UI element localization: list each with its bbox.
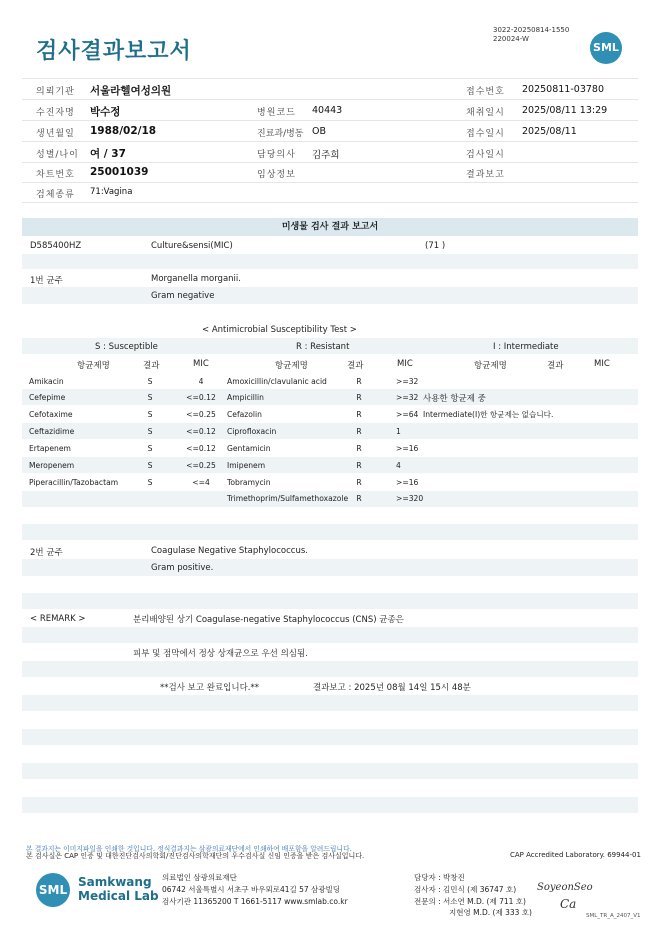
org-address: 06742 서울특별시 서초구 바우뫼로41길 57 삼광빌딩: [162, 885, 341, 894]
s-result: S: [147, 427, 153, 436]
r-mic: >=320: [396, 494, 424, 503]
r-result: R: [356, 427, 362, 436]
brand-line-1: Samkwang: [78, 875, 152, 889]
test-name: Culture&sensi(MIC): [151, 241, 233, 251]
staff-tester: 검사자 : 김민식 (제 36747 호): [414, 885, 517, 894]
s-drug: Piperacillin/Tazobactam: [29, 478, 119, 487]
s-drug: Meropenem: [29, 461, 75, 470]
strain1-label: 1번 균주: [30, 276, 63, 286]
r-mic: 4: [396, 461, 401, 470]
s-result: S: [147, 444, 153, 453]
specimen-label: 검체종류: [36, 190, 75, 200]
s-mic: <=0.25: [186, 410, 216, 419]
hospital-code-value: 40443: [312, 105, 343, 116]
sml-logo-mark-text: SML: [38, 883, 68, 897]
sex-age-label: 성별/나이: [36, 150, 79, 160]
sml-logo-text: SML: [593, 41, 619, 54]
doctor-label: 담당의사: [257, 150, 296, 160]
resistant-header: R : Resistant: [296, 342, 350, 352]
report-complete: **검사 보고 완료입니다.**: [160, 683, 260, 693]
s-drug: Ceftazidime: [29, 427, 75, 436]
band: [22, 423, 638, 439]
r-mic: >=16: [396, 478, 419, 487]
i-col-result: 결과: [547, 361, 564, 371]
intermediate-header: I : Intermediate: [493, 342, 559, 352]
specimen-value: 71:Vagina: [90, 187, 133, 197]
r-drug: Cefazolin: [227, 410, 262, 419]
doctor-value: 김주희: [312, 150, 340, 161]
sml-logo-mark: [36, 873, 70, 907]
r-drug: Tobramycin: [227, 478, 271, 487]
r-drug: Ciprofloxacin: [227, 427, 277, 436]
r-result: R: [356, 478, 362, 487]
r-col-drug: 항균제명: [275, 361, 308, 371]
r-result: R: [356, 461, 362, 470]
document-id-line1: 3022-20250814-1550: [493, 26, 570, 34]
band: [22, 763, 638, 779]
s-drug: Ertapenem: [29, 444, 71, 453]
sml-logo: [590, 32, 622, 64]
remark-line-1: 분리배양된 상기 Coagulase-negative Staphylococcus (CNS) 균종은: [133, 615, 404, 625]
intermediate-note-2: Intermediate(I)한 항균제는 없습니다.: [423, 410, 554, 419]
r-result: R: [356, 410, 362, 419]
report-title: 검사결과보고서: [36, 39, 192, 64]
band: [22, 593, 638, 609]
remark-line-2: 피부 및 점막에서 정상 상재균으로 우선 의심됨.: [133, 649, 308, 659]
strain1-name: Morganella morganii.: [151, 274, 241, 284]
reception-no-value: 20250811-03780: [522, 84, 605, 95]
strain1-gram: Gram negative: [151, 291, 215, 301]
strain2-gram: Gram positive.: [151, 563, 214, 573]
s-result: S: [147, 461, 153, 470]
r-result: R: [356, 393, 362, 402]
s-mic: 4: [198, 377, 204, 386]
band: [22, 389, 638, 405]
s-drug: Cefepime: [29, 393, 66, 402]
strain2-label: 2번 균주: [30, 548, 63, 558]
band: [22, 627, 638, 643]
staff-manager: 담당자 : 박창진: [414, 873, 465, 882]
r-drug: Amoxicillin/clavulanic acid: [227, 377, 327, 386]
s-result: S: [147, 393, 153, 402]
r-mic: >=16: [396, 444, 419, 453]
institution-value: 서울라헬여성의원: [90, 85, 172, 97]
r-col-mic: MIC: [397, 359, 413, 369]
band: [22, 524, 638, 540]
sex-age-value: 여 / 37: [90, 148, 126, 160]
strain2-name: Coagulase Negative Staphylococcus.: [151, 546, 308, 556]
ast-title: < Antimicrobial Susceptibility Test >: [202, 325, 357, 335]
patient-value: 박수정: [90, 106, 121, 118]
r-col-result: 결과: [347, 361, 364, 371]
r-mic: >=32: [396, 393, 419, 402]
dob-label: 생년월일: [36, 129, 75, 139]
staff-specialist-1: 전문의 : 서소연 M.D. (제 711 호): [414, 897, 526, 906]
document-id-line2: 220024-W: [493, 35, 529, 43]
intermediate-note-1: 사용한 항균제 중: [423, 394, 486, 404]
band: [22, 457, 638, 473]
s-col-result: 결과: [143, 361, 160, 371]
form-code: SML_TR_A_2407_V1: [586, 913, 641, 919]
divider: [22, 120, 638, 121]
s-mic: <=0.12: [186, 427, 216, 436]
s-mic: <=0.12: [186, 393, 216, 402]
band: [22, 797, 638, 813]
band: [22, 287, 638, 304]
document-id: [493, 26, 569, 44]
r-result: R: [356, 444, 362, 453]
s-mic: <=4: [192, 478, 210, 487]
dept-label: 진료과/병동: [257, 129, 304, 139]
test-code: D585400HZ: [30, 241, 82, 251]
r-mic: >=64: [396, 410, 419, 419]
dob-value: 1988/02/18: [90, 125, 157, 137]
collection-date-label: 채취일시: [466, 108, 505, 118]
report-date-label: 결과보고: [466, 170, 505, 180]
signature-2: Ca: [560, 897, 577, 911]
s-result: S: [147, 410, 153, 419]
s-col-drug: 항균제명: [77, 361, 110, 371]
i-col-drug: 항균제명: [474, 361, 507, 371]
s-mic: <=0.25: [186, 461, 216, 470]
dept-value: OB: [312, 126, 326, 137]
s-mic: <=0.12: [186, 444, 216, 453]
band: [22, 729, 638, 745]
exam-date-label: 검사일시: [466, 150, 505, 160]
r-mic: 1: [396, 427, 401, 436]
r-drug: Imipenem: [227, 461, 266, 470]
band: [22, 254, 638, 269]
divider: [22, 162, 638, 163]
signature-1: SoyeonSeo: [537, 882, 593, 893]
org-contact: 검사기관 11365200 T 1661-5117 www.smlab.co.kr: [162, 897, 348, 906]
r-drug: Trimethoprim/Sulfamethoxazole: [227, 494, 349, 503]
divider: [22, 99, 638, 100]
org-name: 의료법인 삼광의료재단: [162, 873, 237, 882]
report-time: 결과보고 : 2025년 08월 14일 15시 48분: [313, 683, 471, 693]
s-result: S: [147, 377, 153, 386]
band: [22, 661, 638, 677]
remark-label: < REMARK >: [30, 614, 86, 624]
reception-no-label: 접수번호: [466, 87, 505, 97]
s-result: S: [147, 478, 153, 487]
r-drug: Gentamicin: [227, 444, 271, 453]
collection-date-value: 2025/08/11 13:29: [522, 105, 608, 116]
s-col-mic: MIC: [193, 359, 209, 369]
divider: [22, 182, 638, 183]
cap-accreditation: CAP Accredited Laboratory. 69944-01: [510, 851, 641, 859]
micro-section-title: 미생물 검사 결과 보고서: [22, 218, 638, 236]
r-result: R: [356, 494, 362, 503]
r-mic: >=32: [396, 377, 419, 386]
r-drug: Ampicillin: [227, 393, 264, 402]
susceptible-header: S : Susceptible: [95, 342, 158, 352]
test-no: (71 ): [425, 241, 446, 251]
brand-line-2: Medical Lab: [78, 889, 159, 903]
s-drug: Amikacin: [29, 377, 64, 386]
reception-date-label: 접수일시: [466, 129, 505, 139]
r-result: R: [356, 377, 362, 386]
notice-image-copy: 본 결과지는 이미지파일을 인쇄한 것입니다. 정식결과지는 삼광의료재단에서 인쇄하여 배포함을 알려드립니다.: [26, 845, 352, 853]
band: [22, 695, 638, 711]
notice-cap: 본 검사실은 CAP 인증 및 대한진단검사의학회/진단검사의학재단의 우수검사실 신임 인증을 받은 검사실입니다.: [26, 852, 365, 860]
chart-no-label: 차트번호: [36, 170, 75, 180]
divider: [22, 202, 638, 203]
staff-specialist-2: 지현영 M.D. (제 333 호): [449, 908, 532, 917]
reception-date-value: 2025/08/11: [522, 126, 577, 137]
s-drug: Cefotaxime: [29, 410, 73, 419]
clinical-info-label: 임상정보: [257, 170, 296, 180]
institution-label: 의뢰기관: [36, 87, 75, 97]
i-col-mic: MIC: [594, 359, 610, 369]
divider: [22, 78, 638, 79]
patient-label: 수진자명: [36, 108, 75, 118]
chart-no-value: 25001039: [90, 166, 149, 178]
samkwang-brand: [78, 875, 159, 903]
hospital-code-label: 병원코드: [257, 108, 296, 118]
band: [22, 559, 638, 576]
divider: [22, 141, 638, 142]
